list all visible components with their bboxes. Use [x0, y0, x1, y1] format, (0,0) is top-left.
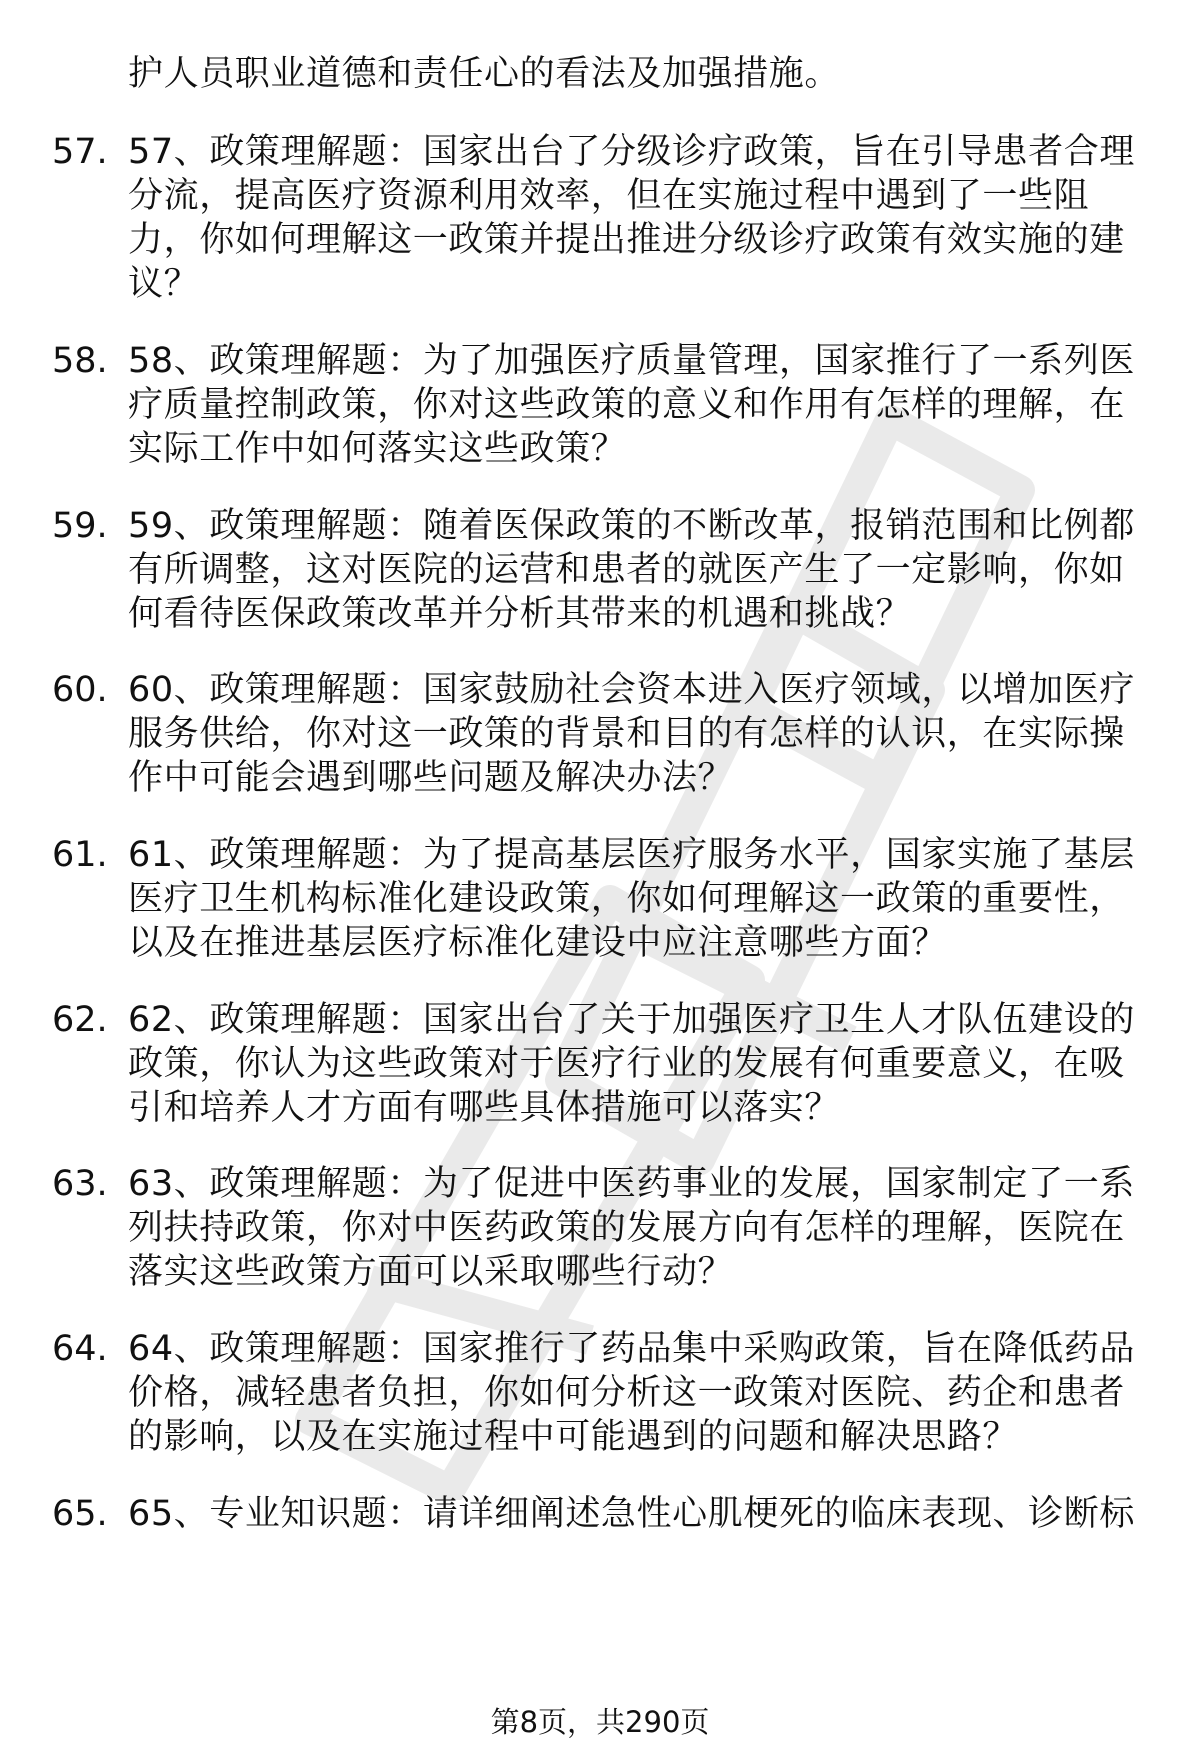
question-line: 63、政策理解题：为了促进中医药事业的发展，国家制定了一系 — [128, 1164, 1135, 1204]
question-line: 价格，减轻患者负担，你如何分析这一政策对医院、药企和患者 — [128, 1373, 1125, 1413]
question-line: 65、专业知识题：请详细阐述急性心肌梗死的临床表现、诊断标 — [128, 1494, 1135, 1534]
question-line: 何看待医保政策改革并分析其带来的机遇和挑战？ — [128, 594, 912, 634]
question-line: 力，你如何理解这一政策并提出推进分级诊疗政策有效实施的建 — [128, 220, 1125, 260]
question-line: 议？ — [128, 264, 200, 304]
question-line: 60、政策理解题：国家鼓励社会资本进入医疗领域，以增加医疗 — [128, 670, 1135, 710]
question-number: 60. — [52, 670, 108, 710]
question-number: 62. — [52, 1000, 108, 1040]
question-line: 列扶持政策，你对中医药政策的发展方向有怎样的理解，医院在 — [128, 1208, 1125, 1248]
question-line: 作中可能会遇到哪些问题及解决办法？ — [128, 758, 734, 798]
question-line: 57、政策理解题：国家出台了分级诊疗政策，旨在引导患者合理 — [128, 132, 1135, 172]
question-line: 实际工作中如何落实这些政策？ — [128, 429, 627, 469]
question-number: 58. — [52, 341, 108, 381]
question-line: 62、政策理解题：国家出台了关于加强医疗卫生人才队伍建设的 — [128, 1000, 1135, 1040]
question-number: 63. — [52, 1164, 108, 1204]
question-line: 的影响，以及在实施过程中可能遇到的问题和解决思路？ — [128, 1417, 1019, 1457]
question-number: 64. — [52, 1329, 108, 1369]
question-line: 59、政策理解题：随着医保政策的不断改革，报销范围和比例都 — [128, 506, 1135, 546]
question-line: 引和培养人才方面有哪些具体措施可以落实？ — [128, 1088, 841, 1128]
question-line: 58、政策理解题：为了加强医疗质量管理，国家推行了一系列医 — [128, 341, 1135, 381]
question-number: 57. — [52, 132, 108, 172]
question-line: 以及在推进基层医疗标准化建设中应注意哪些方面？ — [128, 923, 947, 963]
question-line: 疗质量控制政策，你对这些政策的意义和作用有怎样的理解，在 — [128, 385, 1125, 425]
question-line: 服务供给，你对这一政策的背景和目的有怎样的认识，在实际操 — [128, 714, 1125, 754]
question-line: 有所调整，这对医院的运营和患者的就医产生了一定影响，你如 — [128, 550, 1125, 590]
question-line: 落实这些政策方面可以采取哪些行动？ — [128, 1252, 734, 1292]
question-line: 政策，你认为这些政策对于医疗行业的发展有何重要意义，在吸 — [128, 1044, 1125, 1084]
question-number: 65. — [52, 1494, 108, 1534]
question-line: 医疗卫生机构标准化建设政策，你如何理解这一政策的重要性， — [128, 879, 1125, 919]
question-line: 分流，提高医疗资源利用效率，但在实施过程中遇到了一些阻 — [128, 176, 1090, 216]
question-line: 61、政策理解题：为了提高基层医疗服务水平，国家实施了基层 — [128, 835, 1135, 875]
question-line: 64、政策理解题：国家推行了药品集中采购政策，旨在降低药品 — [128, 1329, 1135, 1369]
question-number: 59. — [52, 506, 108, 546]
page-footer: 第8页，共290页 — [490, 1705, 710, 1739]
question-number: 61. — [52, 835, 108, 875]
intro-tail-line: 护人员职业道德和责任心的看法及加强措施。 — [128, 54, 841, 94]
